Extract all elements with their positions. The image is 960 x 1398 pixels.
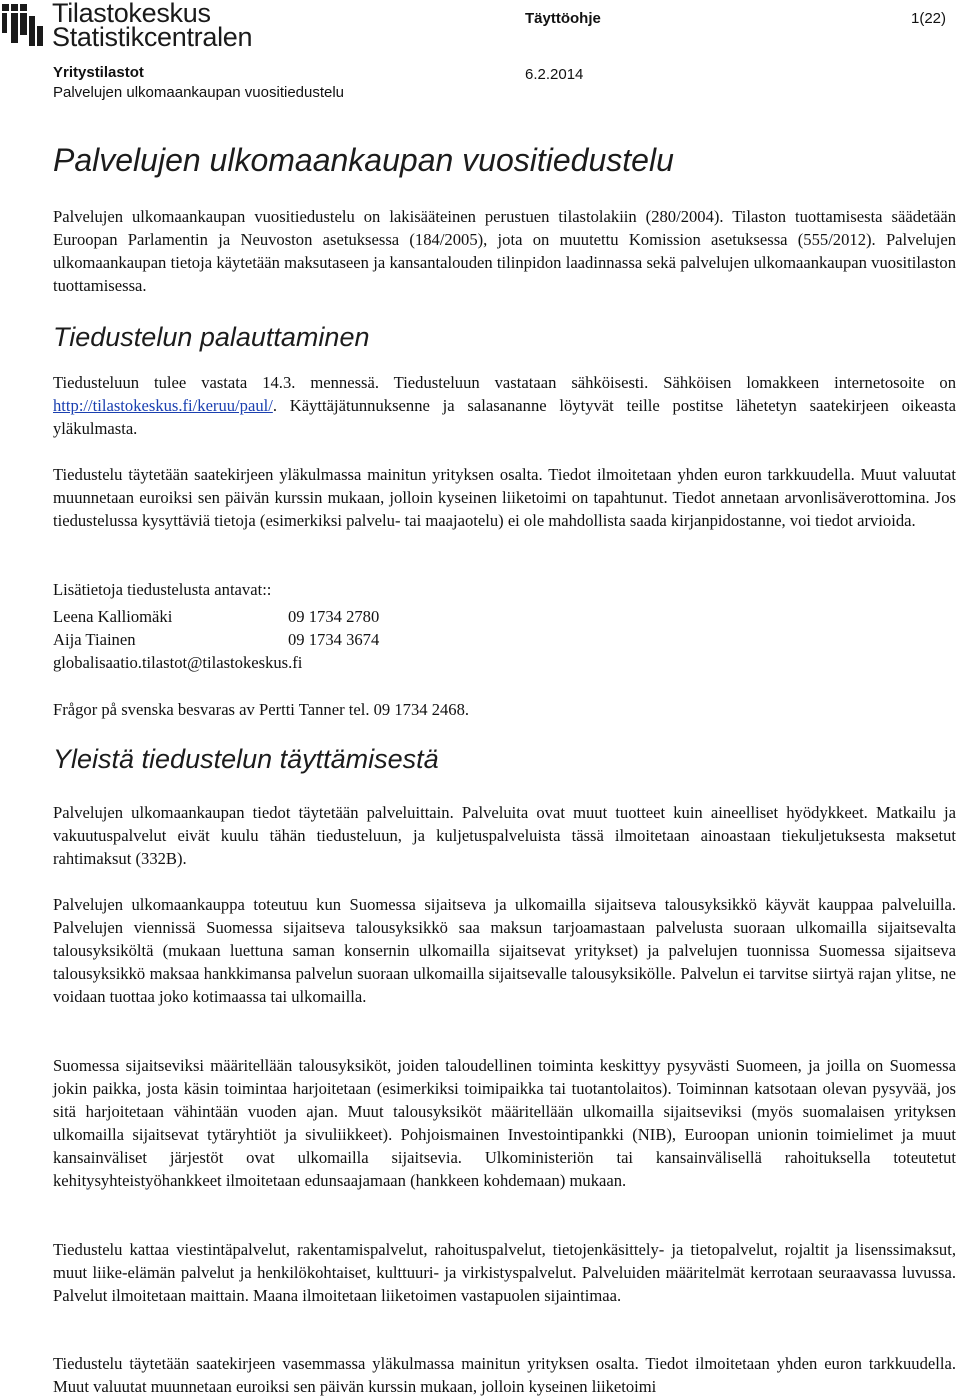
return-paragraph bbox=[53, 371, 956, 440]
general-paragraph-4: Tiedustelu kattaa viestintäpalvelut, rakentamispalvelut, rahoituspalvelut, tietojenkäsittely- ja tietopalvelut, rojaltit ja lisenssimaksut, muut liike-elämän palvelut ja henkilökohtaiset, kulttuuri- ja virkistyspalvelut. Palveluiden määritelmät kerrotaan seuraavassa luvussa. Palvelut ilmoitetaan maittain. Maana ilmoitetaan liiketoimen vastapuolen sijaintimaa. bbox=[53, 1240, 956, 1305]
org-unit: Yritystilastot bbox=[53, 64, 144, 81]
contact-row bbox=[53, 605, 380, 628]
swedish-note: Frågor på svenska besvaras av Pertti Tanner tel. 09 1734 2468. bbox=[53, 700, 470, 719]
intro-paragraph: Palvelujen ulkomaankaupan vuositiedustelu on lakisääteinen perustuen tilastolakiin (280/2004). Tilaston tuottamisesta säädetään Euroopan Parlamentin ja Neuvoston asetuksessa (184/2005), jota on muutettu Komission asetuksessa (555/2012). Palvelujen ulkomaankaupan tietoja käytetään maksutaseen ja kansantalouden tilinpidon laadinnassa sekä palvelujen ulkomaankaupan vuositilaston tuottamisessa. bbox=[53, 207, 956, 295]
contact-phone: 09 1734 2780 bbox=[288, 607, 380, 626]
doc-date: 6.2.2014 bbox=[525, 66, 584, 83]
contact-phone: 09 1734 3674 bbox=[288, 630, 380, 649]
logo bbox=[0, 0, 253, 52]
logo-line2: Statistikcentralen bbox=[52, 22, 253, 52]
doc-type: Täyttöohje bbox=[525, 10, 601, 27]
contact-email: globalisaatio.tilastot@tilastokeskus.fi bbox=[53, 653, 303, 672]
survey-url-link[interactable]: http://tilastokeskus.fi/keruu/paul/ bbox=[53, 396, 273, 415]
section-heading-return: Tiedustelun palauttaminen bbox=[53, 322, 370, 352]
return-text-start: Tiedusteluun tulee vastata 14.3. mennessä. Tiedusteluun vastataan sähköisesti. Sähköisen lomakkeen internetosoite on bbox=[53, 373, 956, 392]
general-paragraph-5: Tiedustelu täytetään saatekirjeen vasemmassa yläkulmassa mainitun yrityksen osalta. Tiedot ilmoitetaan yhden euron tarkkuudella. Muut valuutat muunnetaan euroiksi sen päivän kurssin mukaan, jolloin kyseinen liiketoimi bbox=[53, 1354, 956, 1396]
page-number: 1(22) bbox=[911, 10, 947, 27]
section-heading-general: Yleistä tiedustelun täyttämisestä bbox=[53, 744, 439, 774]
page-title: Palvelujen ulkomaankaupan vuositiedustelu bbox=[53, 142, 674, 178]
logo-line1: Tilastokeskus bbox=[52, 0, 211, 28]
contact-name: Aija Tiainen bbox=[53, 630, 136, 649]
contact-row bbox=[53, 628, 380, 651]
general-paragraph-2: Palvelujen ulkomaankauppa toteutuu kun Suomessa sijaitseva ja ulkomailla sijaitseva talousyksikkö käyvät kauppaa palveluilla. Palvelujen viennissä Suomessa sijaitseva talousyksikkö saa maksun tarjoamastaan palvelusta suoraan ulkomailla sijaitsevalta talousyksiköltä (mukaan luettuna saman konsernin ulkomailla sijaitsevat yritykset) ja palvelujen tuonnissa Suomessa sijaitseva talousyksikkö maksaa hankkimansa palvelun suoraan ulkomailla sijaitsevalle talousyksikölle. Palvelun ei tarvitse siirtyä rajan ylitse, ne voidaan tuottaa joko kotimaassa tai ulkomailla. bbox=[53, 895, 956, 1006]
contact-name: Leena Kalliomäki bbox=[53, 607, 173, 626]
survey-name: Palvelujen ulkomaankaupan vuositiedustelu bbox=[53, 84, 345, 101]
statistics-finland-logo-icon bbox=[2, 2, 46, 48]
return-text-end: . Käyttäjätunnuksenne ja salasananne löytyvät teille postitse lähetetyn saatekirjeen oikeasta yläkulmasta. bbox=[53, 396, 956, 438]
general-paragraph-3: Suomessa sijaitseviksi määritellään talousyksiköt, joiden taloudellinen toiminta keskittyy pysyvästi Suomeen, ja joilla on Suomessa jokin paikka, josta käsin toimintaa harjoitetaan (esimerkiksi toimipaikka tai tuotantolaitos). Toiminnan katsotaan olevan pysyvää, jos sitä harjoitetaan vähintään vuoden ajan. Muut talousyksiköt määritellään ulkomailla sijaitseviksi (myös suomalaisen yrityksen ulkomailla sijaitsevat tytäryhtiöt ja sivuliikkeet). Pohjoismainen Investointipankki (NIB), Euroopan unionin toimielimet ja muut kansainväliset järjestöt ovat ulkomailla sijaitsevia. Ulkoministeriön tai kansainvälisellä rahoituksella toteutetut kehitysyhteistyöhankkeet ilmoitetaan edunsaajamaan (hankkeen kohdemaan) mukaan. bbox=[53, 1056, 956, 1190]
fill-instructions-paragraph: Tiedustelu täytetään saatekirjeen yläkulmassa mainitun yrityksen osalta. Tiedot ilmoitetaan yhden euron tarkkuudella. Muut valuutat muunnetaan euroiksi sen päivän kurssin mukaan, jolloin kyseinen liiketoimi on tapahtunut. Tiedot annetaan arvonlisäverottomina. Jos tiedustelussa kysyttäviä tietoja (esimerkiksi palvelu- tai maajaotelu) ei ole mahdollista saada kirjanpidostanne, voi tiedot arvioida. bbox=[53, 465, 956, 530]
general-paragraph-1: Palvelujen ulkomaankaupan tiedot täytetään palveluittain. Palveluita ovat muut tuotteet kuin aineelliset hyödykkeet. Matkailu ja vakuutuspalvelut eivät kuulu tähän tiedusteluun, ja kuljetuspalveluista tässä ilmoitetaan ainoastaan tiekuljetuksesta maksetut rahtimaksut (332B). bbox=[53, 803, 956, 868]
contacts-heading: Lisätietoja tiedustelusta antavat:: bbox=[53, 580, 272, 599]
